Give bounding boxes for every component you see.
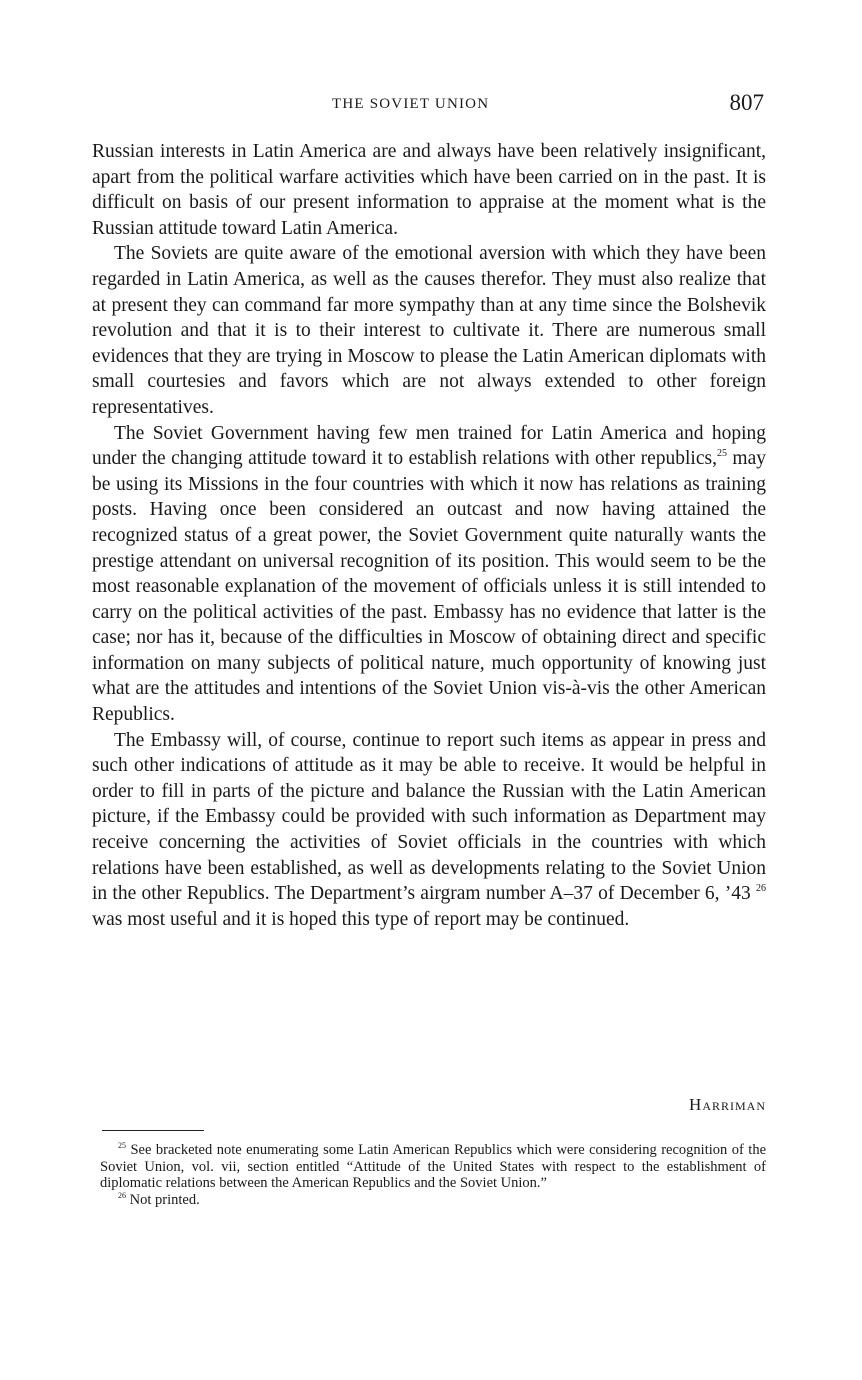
footnote-26-text: Not printed. xyxy=(126,1191,200,1208)
page-number: 807 xyxy=(729,90,764,115)
footnotes xyxy=(100,1142,766,1208)
running-header xyxy=(92,90,766,120)
footnote-marker-26: 26 xyxy=(118,1190,126,1200)
paragraph-4-text-a: The Embassy will, of course, continue to report such items as appear in press and such other indications of attitude as it may be able to receive. It would be helpful in order to fill in parts of the picture and balance the Russian with the Latin American picture, if the Embassy could be provided with such information as Department may receive concerning the activities of Soviet officials in the countries with which relations have been established, as well as developments relating to the Soviet Union in the other Republics. The Department’s airgram number A–37 of December 6, ’43 xyxy=(92,729,766,905)
paragraph-3-text-a: The Soviet Government having few men trained for Latin America and hoping under the changing attitude toward it to establish relations with other republics, xyxy=(92,422,766,470)
paragraph-2: The Soviets are quite aware of the emotional aversion with which they have been regarded in Latin America, as well as the causes therefor. They must also realize that at present they can command far more sympathy than at any time since the Bolshevik revolution and that it is to their interest to cultivate it. There are numerous small evidences that they are trying in Moscow to please the Latin American diplomats with small courtesies and favors which are not always extended to other foreign representatives. xyxy=(92,243,766,418)
footnote-ref-25: 25 xyxy=(716,448,727,460)
paragraph-4 xyxy=(92,728,766,933)
footnote-25-text: See bracketed note enumerating some Latin American Republics which were considering recognition of the Soviet Union, vol. vii, section entitled “Attitude of the United States with respect to the establishment of diplomatic relations between the American Republics and the Soviet Union.” xyxy=(100,1142,766,1191)
paragraph-1: Russian interests in Latin America are and always have been relatively insignificant, apart from the political warfare activities which have been carried on in the past. It is difficult on basis of our present information to appraise at the moment what is the Russian attitude toward Latin America. xyxy=(92,141,766,239)
paragraph-3-text-b: may be using its Missions in the four countries with which it now has relations as training posts. Having once been considered an outcast and now having attained the recognized status of a great power, the Soviet Government quite naturally wants the prestige attendant on universal recognition of its position. This would seem to be the most reasonable explanation of the movement of officials unless it is still intended to carry on the political activities of the past. Embassy has no evidence that latter is the case; nor has it, because of the difficulties in Moscow of obtaining direct and specific information on many subjects of political nature, much opportunity of knowing just what are the attitudes and intentions of the Soviet Union vis-à-vis the other American Republics. xyxy=(92,448,766,726)
footnote-25 xyxy=(100,1142,766,1192)
footnote-divider xyxy=(102,1130,204,1131)
footnote-ref-26: 26 xyxy=(756,883,766,895)
running-title: THE SOVIET UNION xyxy=(332,96,490,112)
paragraph-4-text-b: was most useful and it is hoped this type of report may be continued. xyxy=(92,908,630,930)
body-text xyxy=(92,139,766,932)
footnote-marker-25: 25 xyxy=(118,1141,126,1150)
paragraph-3 xyxy=(92,421,766,728)
footnote-26 xyxy=(100,1192,766,1209)
signature: Harriman xyxy=(689,1095,766,1114)
